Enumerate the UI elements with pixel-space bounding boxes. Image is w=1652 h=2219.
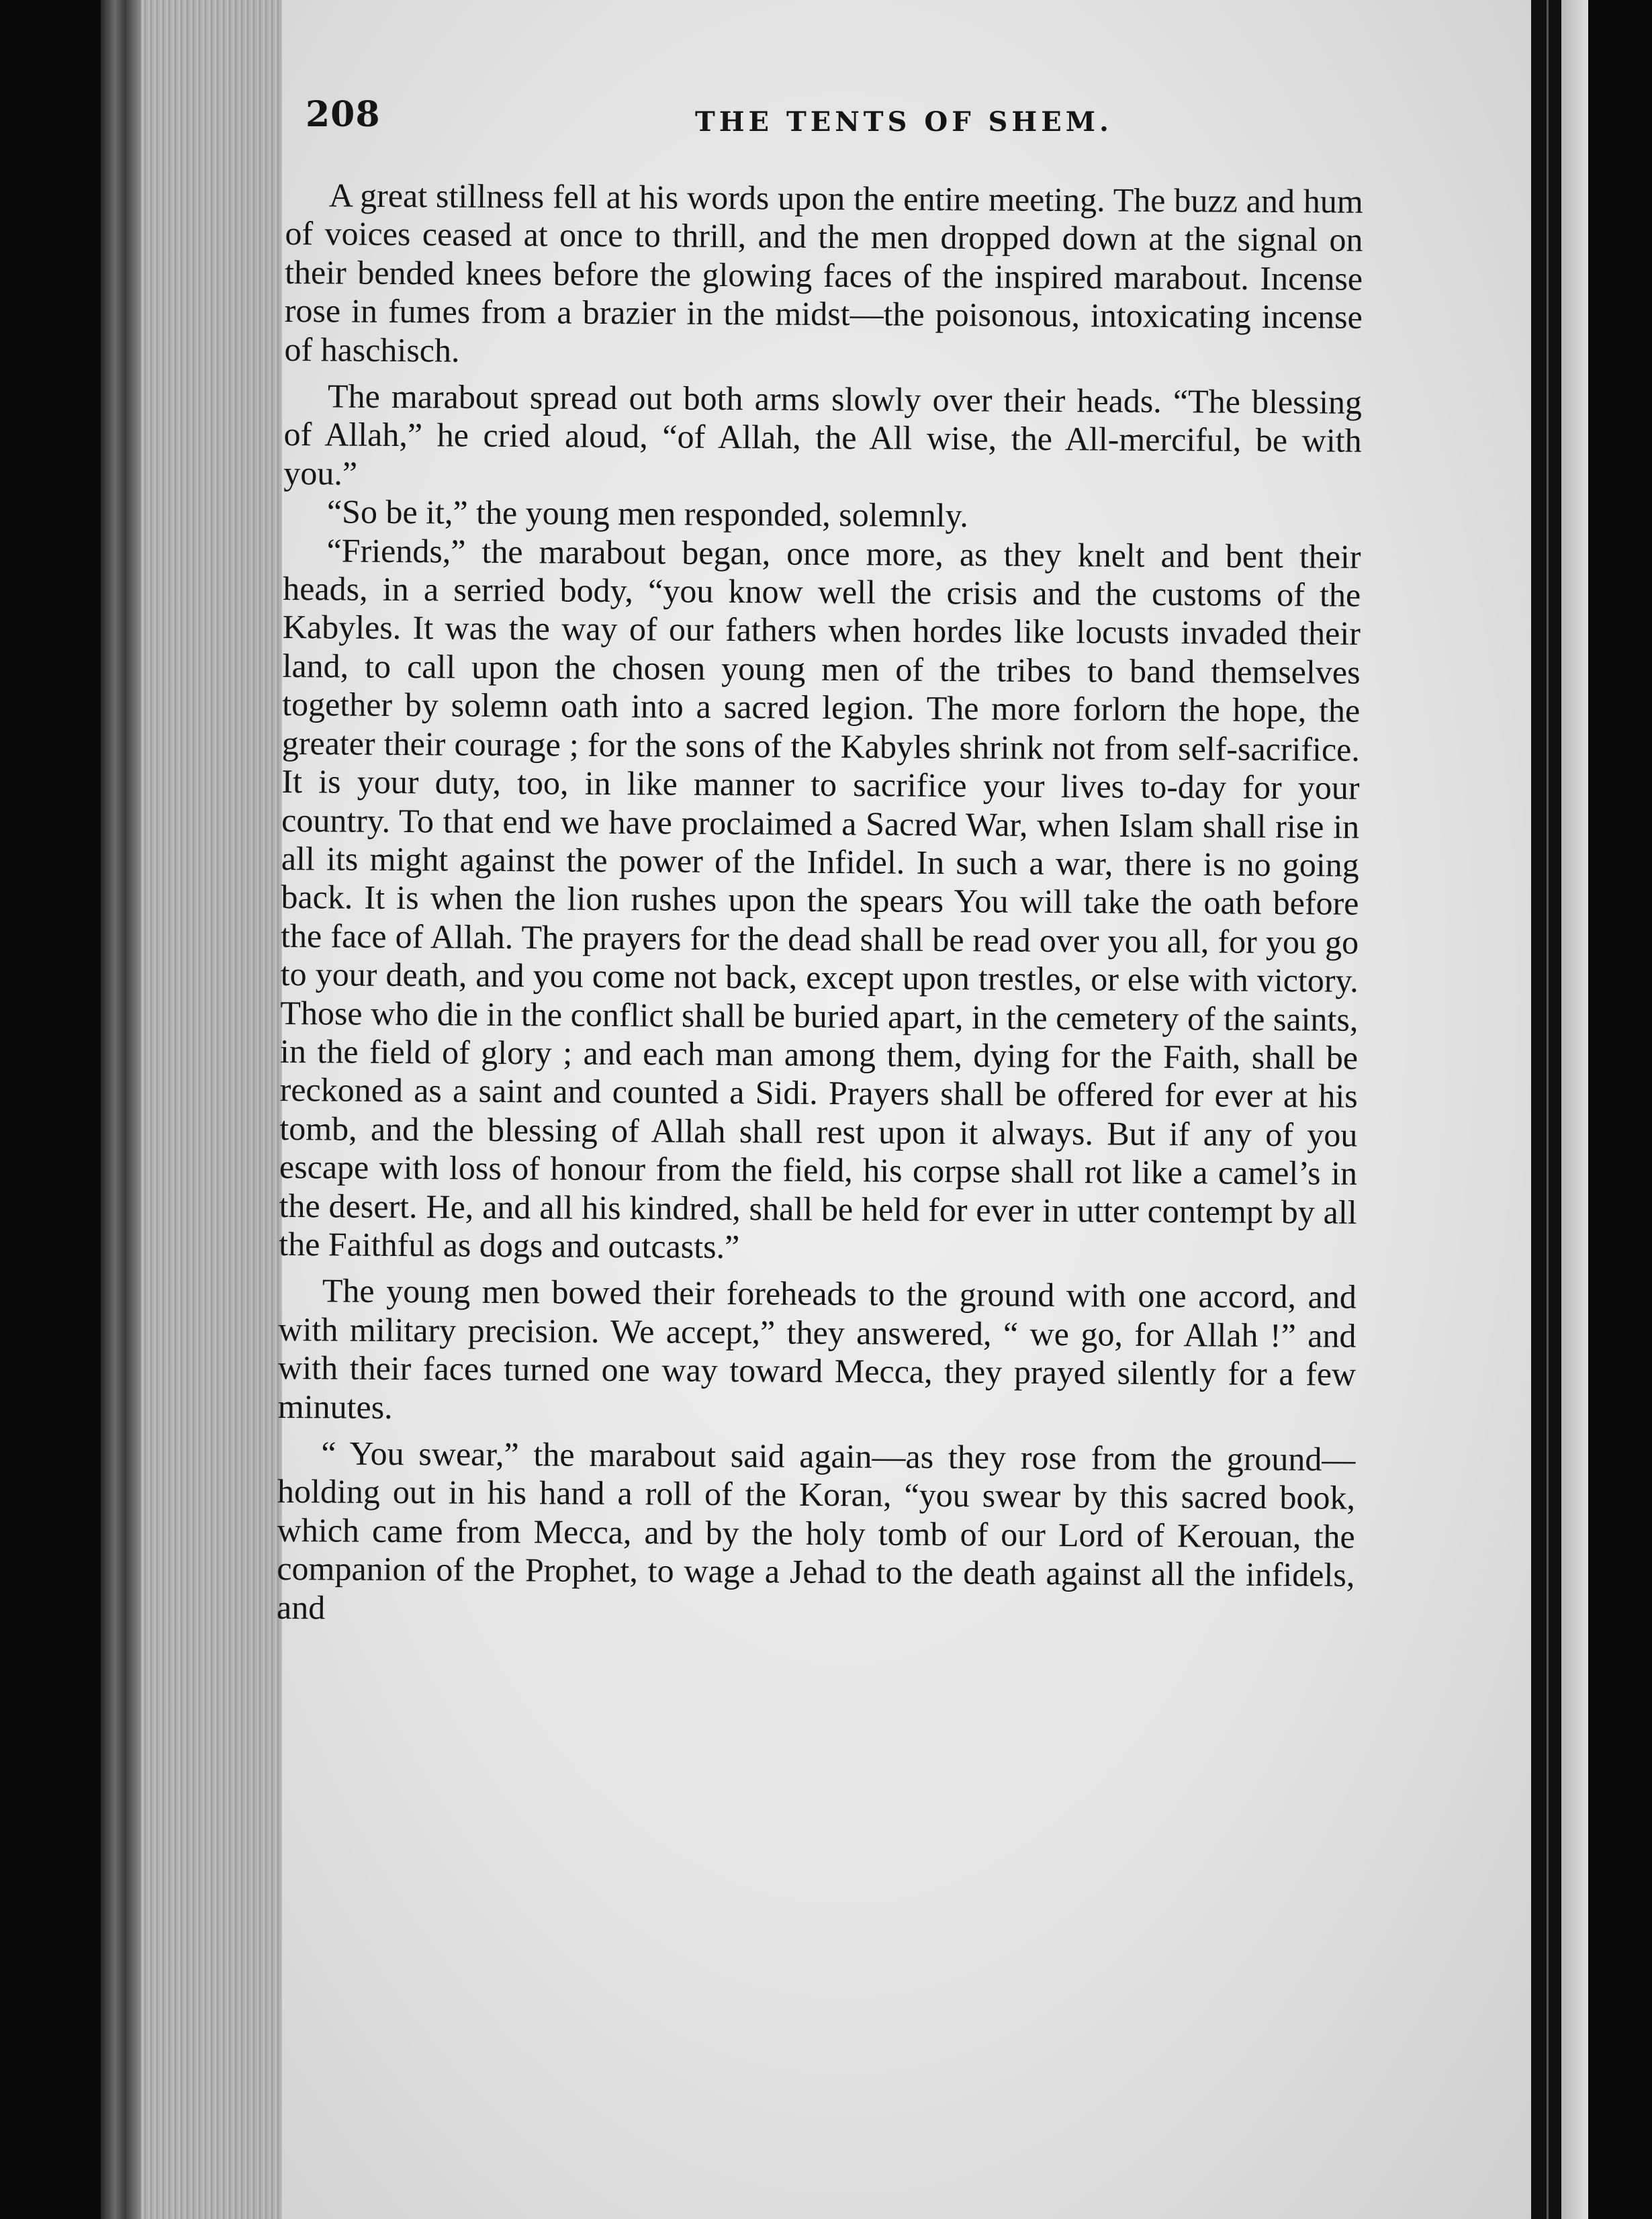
next-page-sliver	[1561, 0, 1588, 2219]
page-edges	[141, 0, 282, 2219]
paragraph: A great stillness fell at his words upon the entire meeting. The buzz and hum of voices ceased at once to thrill, and the men dropped down at the signal on their bended knees before the glowing faces of the inspired marabout. Incense rose in fumes from a brazier in the midst—the poisonous, intoxicating incense of haschisch.	[284, 176, 1363, 369]
book-gutter	[101, 0, 141, 2219]
running-title: THE TENTS OF SHEM.	[695, 106, 1113, 138]
body-text	[277, 176, 1363, 1633]
page-number: 208	[306, 94, 381, 135]
paragraph: “Friends,” the marabout began, once more, as they knelt and bent their heads, in a serried body, “you know well the crisis and the customs of the Kabyles. It was the way of our fathers when hordes like locusts invaded their land, to call upon the chosen young men of the tribes to band themselves together by solemn oath into a sacred legion. The more forlorn the hope, the greater their courage ; for the sons of the Kabyles shrink not from self-sacrifice. It is your duty, too, in like manner to sacrifice your lives to-day for your country. To that end we have proclaimed a Sacred War, when Islam shall rise in all its might against the power of the Infidel. In such a war, there is no going back. It is when the lion rushes upon the spears You will take the oath before the face of Allah. The prayers for the dead shall be read over you all, for you go to your death, and you come not back, except upon trestles, or else with victory. Those who die in the conflict shall be buried apart, in the cemetery of the saints, in the field of glory ; and each man among them, dying for the Faith, shall be reckoned as a saint and counted a Sidi. Prayers shall be offered for ever at his tomb, and the blessing of Allah shall rest upon it always. But if any of you escape with loss of honour from the field, his corpse shall rot like a camel’s in the desert. He, and all his kindred, shall be held for ever in utter contempt by all the Faithful as dogs and outcasts.”	[279, 531, 1361, 1266]
paragraph: “ You swear,” the marabout said again—as they rose from the ground—holding out in his hand a roll of the Koran, “you swear by this sacred book, which came from Mecca, and by the holy tomb of our Lord of Kerouan, the companion of the Prophet, to wage a Jehad to the death against all the infidels, and	[276, 1434, 1356, 1627]
paragraph: The young men bowed their foreheads to the ground with one accord, and with military precision. We accept,” they answered, “ we go, for Allah !” and with their faces turned one way toward Mecca, they prayed silently for a few minutes.	[277, 1271, 1357, 1426]
paragraph: The marabout spread out both arms slowly over their heads. “The blessing of Allah,” he cried aloud, “of Allah, the All wise, the All-merciful, be with you.”	[283, 377, 1363, 492]
paragraph: “So be it,” the young men responded, solemnly.	[326, 492, 969, 535]
left-black-margin	[0, 0, 101, 2219]
right-black-margin	[1588, 0, 1652, 2219]
right-page-rule	[1547, 0, 1549, 2219]
running-head	[306, 94, 1393, 148]
